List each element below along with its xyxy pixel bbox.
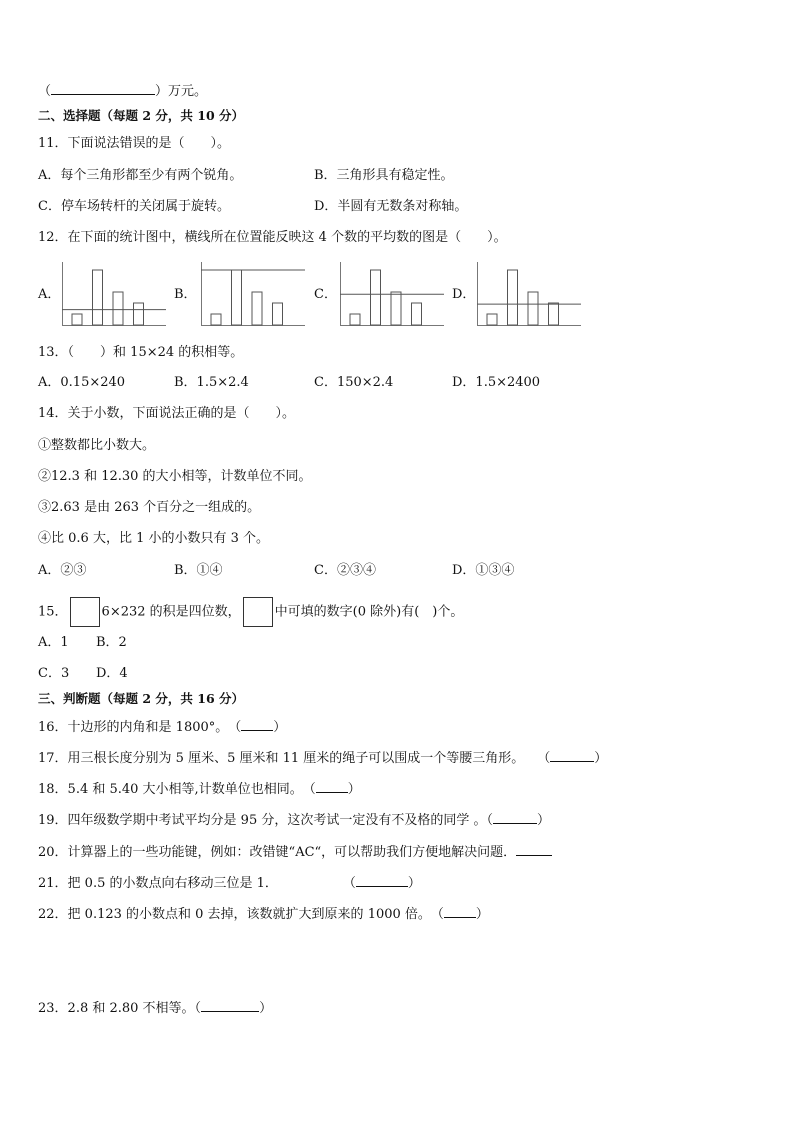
bar-1	[211, 314, 221, 325]
q18-answer-blank[interactable]	[316, 780, 348, 793]
q15-option-b[interactable]: B．2	[96, 635, 127, 650]
q15-option-c[interactable]: C．3	[38, 666, 70, 681]
q14-statement-4: ④比 0.6 大，比 1 小的小数只有 3 个。	[38, 531, 270, 546]
q18-line: 18．5.4 和 5.40 大小相等,计数单位也相同。 （ ）	[38, 782, 361, 797]
bar-1	[350, 314, 360, 325]
q12-chart-b[interactable]	[201, 262, 305, 326]
bar-2	[93, 270, 103, 325]
q15-stem: 15． 6×232 的积是四位数， 中可填的数字(0 除外)有( )个。	[38, 597, 463, 627]
q17-answer-blank[interactable]	[550, 749, 594, 762]
bar-1	[487, 314, 497, 325]
q15-digit-box-2[interactable]	[243, 597, 273, 627]
q14-statement-3: ③2.63 是由 263 个百分之一组成的。	[38, 500, 261, 515]
q13-option-a[interactable]: A．0.15×240	[38, 375, 126, 390]
q13-option-d[interactable]: D．1.5×2400	[452, 375, 541, 390]
bar-4	[273, 303, 283, 325]
bar-4	[412, 303, 422, 325]
q16-line: 16．十边形的内角和是 1800°。 （ ）	[38, 720, 287, 735]
q11-option-d[interactable]: D．半圆有无数条对称轴。	[314, 199, 468, 214]
answer-blank[interactable]	[51, 82, 155, 95]
q11-option-a[interactable]: A．每个三角形都至少有两个锐角。	[38, 168, 243, 183]
bar-3	[113, 292, 123, 325]
bar-4	[134, 303, 144, 325]
section-title-choice: 二、选择题（每题 2 分，共 10 分）	[38, 108, 245, 123]
q14-option-c[interactable]: C．②③④	[314, 563, 376, 578]
q22-line: 22．把 0.123 的小数点和 0 去掉，该数就扩大到原来的 1000 倍。 （ ）	[38, 907, 489, 922]
q12-label-b[interactable]: B．	[174, 287, 197, 302]
bar-1	[72, 314, 82, 325]
q13-option-c[interactable]: C．150×2.4	[314, 375, 394, 390]
section-title-judgment: 三、判断题（每题 2 分，共 16 分）	[38, 691, 245, 706]
q11-option-c[interactable]: C．停车场转杆的关闭属于旋转。	[38, 199, 230, 214]
q11-stem: 11．下面说法错误的是（ ）。	[38, 136, 231, 151]
q14-option-b[interactable]: B．①④	[174, 563, 223, 578]
q14-option-a[interactable]: A．②③	[38, 563, 87, 578]
q12-chart-c[interactable]	[340, 262, 444, 326]
q14-stem: 14．关于小数，下面说法正确的是（ ）。	[38, 406, 296, 421]
q11-option-b[interactable]: B．三角形具有稳定性。	[314, 168, 454, 183]
q21-line: 21．把 0.5 的小数点向右移动三位是 1． （ ）	[38, 876, 421, 891]
q14-option-d[interactable]: D．①③④	[452, 563, 515, 578]
bar-4	[549, 303, 559, 325]
q14-statement-1: ①整数都比小数大。	[38, 438, 156, 453]
q17-line: 17．用三根长度分别为 5 厘米、5 厘米和 11 厘米的绳子可以围成一个等腰三角形。 （ ）	[38, 751, 608, 766]
q12-label-a[interactable]: A．	[38, 287, 61, 302]
q21-answer-blank[interactable]	[356, 874, 408, 887]
q12-label-c[interactable]: C．	[314, 287, 337, 302]
q13-stem: 13．（ ）和 15×24 的积相等。	[38, 345, 244, 360]
q16-answer-blank[interactable]	[241, 718, 273, 731]
q20-line: 20．计算器上的一些功能键，例如：改错键“AC“，可以帮助我们方便地解决问题．	[38, 843, 552, 862]
q14-statement-2: ②12.3 和 12.30 的大小相等，计数单位不同。	[38, 469, 312, 484]
q23-answer-blank[interactable]	[201, 999, 259, 1012]
q13-option-b[interactable]: B．1.5×2.4	[174, 375, 249, 390]
bar-2	[232, 270, 242, 325]
q22-answer-blank[interactable]	[444, 905, 476, 918]
q19-line: 19．四年级数学期中考试平均分是 95 分，这次考试一定没有不及格的同学 。（ ）	[38, 813, 550, 828]
q15-option-a[interactable]: A．1	[38, 635, 69, 650]
bar-3	[528, 292, 538, 325]
bar-3	[252, 292, 262, 325]
q23-line: 23．2.8 和 2.80 不相等。（ ）	[38, 1001, 273, 1016]
q12-stem: 12．在下面的统计图中，横线所在位置能反映这 4 个数的平均数的图是（ ）。	[38, 230, 507, 245]
q15-digit-box-1[interactable]	[70, 597, 100, 627]
q12-chart-a[interactable]	[62, 262, 166, 326]
q12-chart-d[interactable]	[477, 262, 581, 326]
bar-2	[371, 270, 381, 325]
prev-question-tail: （ ）万元。	[38, 84, 208, 99]
q19-answer-blank[interactable]	[493, 811, 537, 824]
q20-answer-blank[interactable]	[516, 843, 552, 856]
bar-2	[508, 270, 518, 325]
bar-3	[391, 292, 401, 325]
q12-label-d[interactable]: D．	[452, 287, 476, 302]
q15-option-d[interactable]: D．4	[96, 666, 128, 681]
